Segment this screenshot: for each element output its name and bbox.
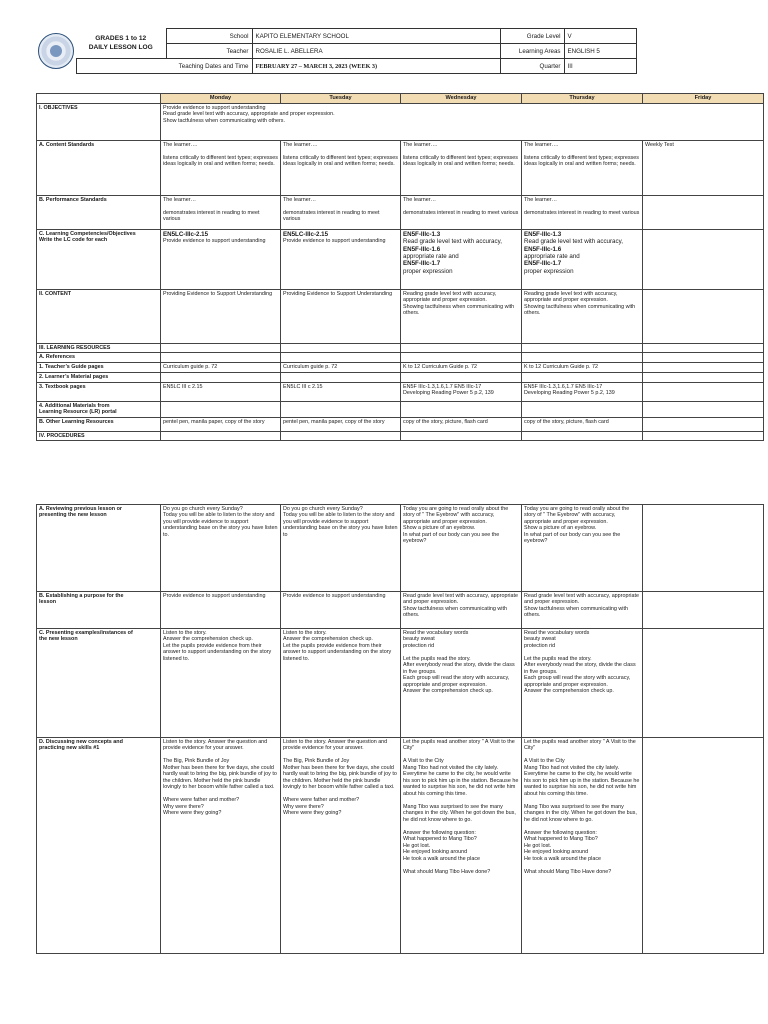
table-cell: Curriculum guide p. 72	[161, 362, 281, 372]
table-cell: Listen to the story. Answer the question and provide evidence for your answer. The Big, Pink Bundle of Joy Mother has been there for five days, she could hardly wait to bring the big, pink bundle of joy to the children. Mother held the pink bundle lovingly to her bosom while father called a taxi. Where were father and mother? Why were there? Where were they going?	[161, 738, 281, 954]
table-cell: Providing Evidence to Support Understanding	[161, 289, 281, 343]
table-cell	[281, 372, 401, 382]
cell-line: Read grade level text with accuracy,	[524, 238, 623, 246]
table-cell	[281, 401, 401, 417]
table-cell: Read the vocabulary words beauty sweat protection rid Let the pupils read the story. After everybody read the story, divide the class in five groups. Each group will read the story with accuracy, appropriate and proper expression. Answer the comprehension check up.	[522, 629, 643, 738]
table-cell	[281, 353, 401, 362]
table-cell	[522, 431, 643, 440]
table-cell	[401, 401, 522, 417]
cell-line: Provide evidence to support understanding	[163, 238, 266, 245]
table-cell	[643, 505, 764, 592]
row-label: I. OBJECTIVES	[37, 103, 161, 140]
table-cell: Read the vocabulary words beauty sweat protection rid Let the pupils read the story. After everybody read the story, divide the class in five groups. Each group will read the story with accuracy, appropriate and proper expression. Answer the comprehension check up.	[401, 629, 522, 738]
day-wednesday: Wednesday	[401, 94, 522, 104]
log-title	[76, 29, 166, 59]
table-cell	[522, 401, 643, 417]
row-label: IV. PROCEDURES	[37, 431, 161, 440]
table-row	[37, 195, 764, 229]
day-monday: Monday	[161, 94, 281, 104]
row-label: D. Discussing new concepts and practicing new skills #1	[37, 738, 161, 954]
table-cell	[643, 362, 764, 372]
table-cell: The learner…. listens critically to different text types; expresses ideas logically in oral and written forms; needs.	[401, 140, 522, 195]
table-cell	[161, 353, 281, 362]
competency-code: EN5F-IIIc-1.7	[524, 260, 562, 268]
competency-code: EN5LC-IIIc-2.15	[283, 230, 329, 238]
table-cell: K to 12 Curriculum Guide p. 72	[401, 362, 522, 372]
table-cell: K to 12 Curriculum Guide p. 72	[522, 362, 643, 372]
table-cell: Listen to the story. Answer the comprehension check up. Let the pupils provide evidence from their answer to support understanding on the story listened to.	[161, 629, 281, 738]
table-row	[37, 229, 764, 289]
table-row	[37, 140, 764, 195]
table-cell	[643, 401, 764, 417]
table-cell: EN5F IIIc-1.3,1.6,1.7 EN5 IIIc-17 Developing Reading Power 5 p.2, 139	[401, 382, 522, 401]
table-cell	[643, 372, 764, 382]
row-label: 3. Textbook pages	[37, 382, 161, 401]
table-cell	[281, 343, 401, 352]
table-row	[37, 103, 764, 140]
table-cell	[401, 343, 522, 352]
competency-code: EN5F-IIIc-1.3	[403, 230, 441, 238]
deped-seal-icon	[38, 33, 74, 69]
title-line-1: GRADES 1 to 12	[95, 35, 147, 43]
table-cell	[643, 343, 764, 352]
table-cell	[522, 353, 643, 362]
teacher-label: Teacher	[166, 44, 252, 59]
row-label: A. Content Standards	[37, 140, 161, 195]
table-cell: EN5F IIIc-1.3,1.6,1.7 EN5 IIIc-17 Developing Reading Power 5 p.2, 139	[522, 382, 643, 401]
cell-line: Provide evidence to support understanding	[283, 238, 386, 245]
cell-line: Read grade level text with accuracy,	[403, 238, 502, 246]
table-cell	[401, 372, 522, 382]
table-cell	[643, 195, 764, 229]
table-cell	[643, 417, 764, 431]
grade-label: Grade Level	[500, 29, 564, 44]
header-table	[36, 28, 637, 74]
table-row	[37, 505, 764, 592]
lesson-table-part2	[36, 504, 764, 954]
competency-code: EN5F-IIIc-1.3	[524, 230, 562, 238]
table-cell: Reading grade level text with accuracy, appropriate and proper expression. Showing tactfulness when communicating with others.	[522, 289, 643, 343]
row-label: A. References	[37, 353, 161, 362]
table-cell: Curriculum guide p. 72	[281, 362, 401, 372]
table-cell: Listen to the story. Answer the comprehension check up. Let the pupils provide evidence from their answer to support understanding on the story listened to.	[281, 629, 401, 738]
cell-line: appropriate rate and	[403, 253, 459, 261]
table-cell	[401, 353, 522, 362]
table-cell: The learner… demonstrates interest in reading to meet various	[161, 195, 281, 229]
table-cell	[161, 431, 281, 440]
dates-value: FEBRUARY 27 – MARCH 3, 2023 (WEEK 3)	[252, 59, 500, 74]
table-row	[37, 382, 764, 401]
table-cell: The learner…. listens critically to different text types; expresses ideas logically in oral and written forms; needs.	[281, 140, 401, 195]
area-label: Learning Areas	[500, 44, 564, 59]
table-cell	[643, 229, 764, 289]
table-cell: Provide evidence to support understanding	[281, 592, 401, 629]
table-cell	[522, 229, 643, 289]
table-cell	[643, 382, 764, 401]
table-cell	[281, 431, 401, 440]
quarter-value: III	[564, 59, 636, 74]
school-label: School	[166, 29, 252, 44]
table-row	[37, 738, 764, 954]
table-cell: The learner… demonstrates interest in reading to meet various	[522, 195, 643, 229]
table-cell: Provide evidence to support understanding	[161, 592, 281, 629]
table-cell: Read grade level text with accuracy, appropriate and proper expression. Show tactfulness when communicating with others.	[522, 592, 643, 629]
school-value: KAPITO ELEMENTARY SCHOOL	[252, 29, 500, 44]
row-label: B. Other Learning Resources	[37, 417, 161, 431]
table-cell: The learner… demonstrates interest in reading to meet various	[281, 195, 401, 229]
table-cell: Weekly Test	[643, 140, 764, 195]
cell-line: proper expression	[524, 267, 574, 275]
table-cell: pentel pen, manila paper, copy of the story	[161, 417, 281, 431]
day-friday: Friday	[643, 94, 764, 104]
table-cell	[401, 229, 522, 289]
row-label: C. Presenting examples/instances of the new lesson	[37, 629, 161, 738]
table-cell: Read grade level text with accuracy, appropriate and proper expression. Show tactfulness when communicating with others.	[401, 592, 522, 629]
quarter-label: Quarter	[500, 59, 564, 74]
table-cell	[522, 372, 643, 382]
table-cell: Providing Evidence to Support Understanding	[281, 289, 401, 343]
table-cell: Do you go church every Sunday? Today you will be able to listen to the story and you will provide evidence to support understanding base on the story you have listen to	[281, 505, 401, 592]
table-cell: Listen to the story. Answer the question and provide evidence for your answer. The Big, Pink Bundle of Joy Mother has been there for five days, she could hardly wait to bring the big, pink bundle of joy to the children. Mother held the pink bundle lovingly to her bosom while father called a taxi. Where were father and mother? Why were there? Where were they going?	[281, 738, 401, 954]
table-cell	[643, 353, 764, 362]
row-label: B. Establishing a purpose for the lesson	[37, 592, 161, 629]
row-label: 4. Additional Materials from Learning Resource (LR) portal	[37, 401, 161, 417]
table-cell: Let the pupils read another story " A Visit to the City" A Visit to the City Mang Tibo had not visited the city lately. Everytime he came to the city, he would write his son to pick him up in the station. Because he wanted to surprise his son, he did not write him about his coming this time. Mang Tibo was surprised to see the many changes in the city. When he got down the bus, he did not know where to go. Answer the following question: What happened to Mang Tibo? He got lost. He enjoyed looking around He took a walk around the place What should Mang Tibo Have done?	[522, 738, 643, 954]
table-cell: Reading grade level text with accuracy, appropriate and proper expression. Showing tactfulness when communicating with others.	[401, 289, 522, 343]
table-row	[37, 372, 764, 382]
table-row	[37, 592, 764, 629]
title-line-2: DAILY LESSON LOG	[88, 44, 153, 52]
table-cell: Today you are going to read orally about the story of " The Eyebrow" with accuracy, appropriate and proper expression. Show a picture of an eyebrow. In what part of our body can you see the eyebrow?	[401, 505, 522, 592]
day-tuesday: Tuesday	[281, 94, 401, 104]
row-label: 2. Learner’s Material pages	[37, 372, 161, 382]
area-value: ENGLISH 5	[564, 44, 636, 59]
table-cell	[401, 431, 522, 440]
table-row	[37, 343, 764, 352]
row-label: A. Reviewing previous lesson or presenting the new lesson	[37, 505, 161, 592]
table-cell: Do you go church every Sunday? Today you will be able to listen to the story and you will provide evidence to support understanding base on the story you have listen to.	[161, 505, 281, 592]
cell-line: appropriate rate and	[524, 253, 580, 261]
cell-line: proper expression	[403, 267, 453, 275]
table-cell	[643, 289, 764, 343]
deped-seal-cell	[36, 29, 76, 74]
table-cell	[643, 629, 764, 738]
table-cell: The learner…. listens critically to different text types; expresses ideas logically in oral and written forms; needs.	[161, 140, 281, 195]
table-cell	[161, 401, 281, 417]
competency-code: EN5F-IIIc-1.6	[403, 245, 441, 253]
day-thursday: Thursday	[522, 94, 643, 104]
table-cell: Today you are going to read orally about the story of " The Eyebrow" with accuracy, appropriate and proper expression. Show a picture of an eyebrow. In what part of our body can you see the eyebrow?	[522, 505, 643, 592]
table-row	[37, 629, 764, 738]
teacher-value: ROSALIE L. ABELLERA	[252, 44, 500, 59]
row-label: 1. Teacher’s Guide pages	[37, 362, 161, 372]
table-cell: copy of the story, picture, flash card	[401, 417, 522, 431]
row-label: II. CONTENT	[37, 289, 161, 343]
table-cell: pentel pen, manila paper, copy of the story	[281, 417, 401, 431]
table-cell	[643, 738, 764, 954]
day-header-row	[37, 94, 764, 104]
table-row	[37, 353, 764, 362]
table-row	[37, 431, 764, 440]
competency-code: EN5F-IIIc-1.6	[524, 245, 562, 253]
row-label: C. Learning Competencies/Objectives Write the LC code for each	[37, 229, 161, 289]
table-row	[37, 289, 764, 343]
table-row	[37, 362, 764, 372]
table-cell	[161, 229, 281, 289]
row-label: III. LEARNING RESOURCES	[37, 343, 161, 352]
grade-value: V	[564, 29, 636, 44]
table-cell	[161, 372, 281, 382]
dates-label: Teaching Dates and Time	[76, 59, 252, 74]
blank-header	[37, 94, 161, 104]
competency-code: EN5F-IIIc-1.7	[403, 260, 441, 268]
table-cell	[161, 343, 281, 352]
table-cell: EN5LC III c 2.15	[161, 382, 281, 401]
table-row	[37, 401, 764, 417]
lesson-table-part1	[36, 93, 764, 441]
row-label: B. Performance Standards	[37, 195, 161, 229]
table-cell	[643, 592, 764, 629]
table-cell	[281, 229, 401, 289]
table-cell: The learner…. listens critically to different text types; expresses ideas logically in oral and written forms; needs.	[522, 140, 643, 195]
table-row	[37, 417, 764, 431]
table-cell	[643, 431, 764, 440]
table-cell: EN5LC III c 2.15	[281, 382, 401, 401]
table-cell: Let the pupils read another story " A Visit to the City" A Visit to the City Mang Tibo had not visited the city lately. Everytime he came to the city, he would write his son to pick him up in the station. Because he wanted to surprise his son, he did not write him about his coming this time. Mang Tibo was surprised to see the many changes in the city. When he got down the bus, he did not know where to go. Answer the following question: What happened to Mang Tibo? He got lost. He enjoyed looking around He took a walk around the place What should Mang Tibo Have done?	[401, 738, 522, 954]
objectives-cell: Provide evidence to support understanding Read grade level text with accuracy, appropriate and proper expression. Show tactfulness when communicating with others.	[161, 103, 764, 140]
table-cell	[522, 343, 643, 352]
table-cell: The learner… demonstrates interest in reading to meet various	[401, 195, 522, 229]
table-cell: copy of the story, picture, flash card	[522, 417, 643, 431]
competency-code: EN5LC-IIIc-2.15	[163, 230, 209, 238]
